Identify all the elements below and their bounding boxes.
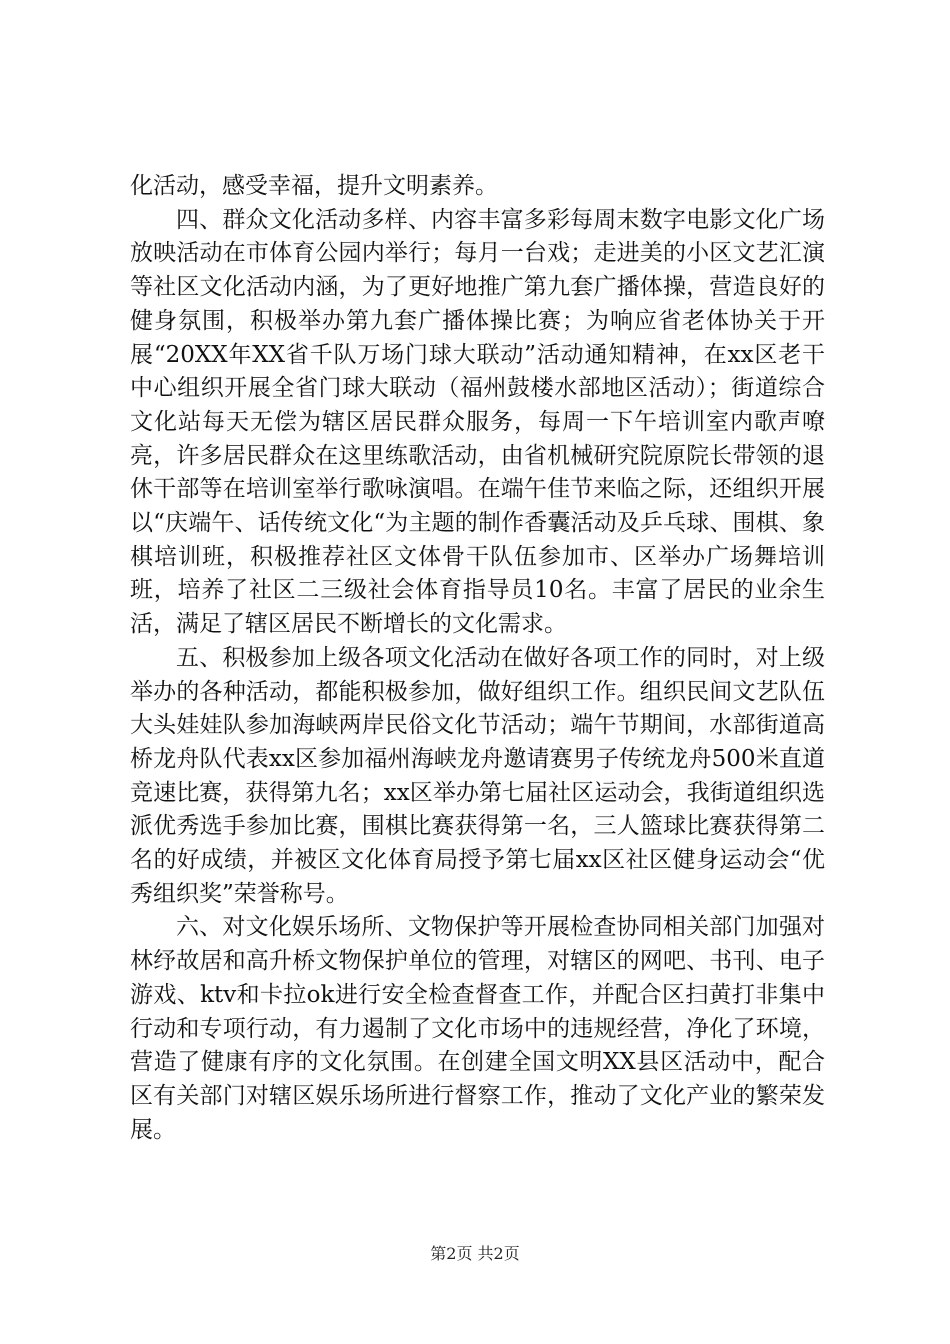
page-number: 第2页 共2页: [430, 1244, 520, 1263]
page-footer: [0, 1244, 950, 1264]
paragraph-continuation: 化活动，感受幸福，提升文明素养。: [130, 173, 498, 199]
paragraph-section-four: 四、群众文化活动多样、内容丰富多彩每周末数字电影文化广场放映活动在市体育公园内举行；每月一台戏；走进美的小区文艺汇演等社区文化活动内涵，为了更好地推广第九套广播体操，营造良好的健身氛围，积极举办第九套广播体操比赛；为响应省老体协关于开展“20XX年XX省千队万场门球大联动”活动通知精神，在xx区老干中心组织开展全省门球大联动（福州鼓楼水部地区活动）；街道综合文化站每天无偿为辖区居民群众服务，每周一下午培训室内歌声嘹亮，许多居民群众在这里练歌活动，由省机械研究院原院长带领的退休干部等在培训室举行歌咏演唱。在端午佳节来临之际，还组织开展以“庆端午、话传统文化“为主题的制作香囊活动及乒乓球、围棋、象棋培训班，积极推荐社区文体骨干队伍参加市、区举办广场舞培训班，培养了社区二三级社会体育指导员10名。丰富了居民的业余生活，满足了辖区居民不断增长的文化需求。: [130, 206, 825, 638]
paragraph-section-six: 六、对文化娱乐场所、文物保护等开展检查协同相关部门加强对林纾故居和高升桥文物保护单位的管理，对辖区的网吧、书刊、电子游戏、ktv和卡拉ok进行安全检查督查工作，并配合区扫黄打非集中行动和专项行动，有力遏制了文化市场中的违规经营，净化了环境，营造了健康有序的文化氛围。在创建全国文明XX县区活动中，配合区有关部门对辖区娱乐场所进行督察工作，推动了文化产业的繁荣发展。: [130, 914, 825, 1143]
document-body: [130, 170, 825, 1147]
paragraph-section-five: 五、积极参加上级各项文化活动在做好各项工作的同时，对上级举办的各种活动，都能积极参加，做好组织工作。组织民间文艺队伍大头娃娃队参加海峡两岸民俗文化节活动；端午节期间，水部街道高桥龙舟队代表xx区参加福州海峡龙舟邀请赛男子传统龙舟500米直道竞速比赛，获得第九名；xx区举办第七届社区运动会，我街道组织选派优秀选手参加比赛，围棋比赛获得第一名，三人篮球比赛获得第二名的好成绩，并被区文化体育局授予第七届xx区社区健身运动会“优秀组织奖”荣誉称号。: [130, 644, 825, 907]
